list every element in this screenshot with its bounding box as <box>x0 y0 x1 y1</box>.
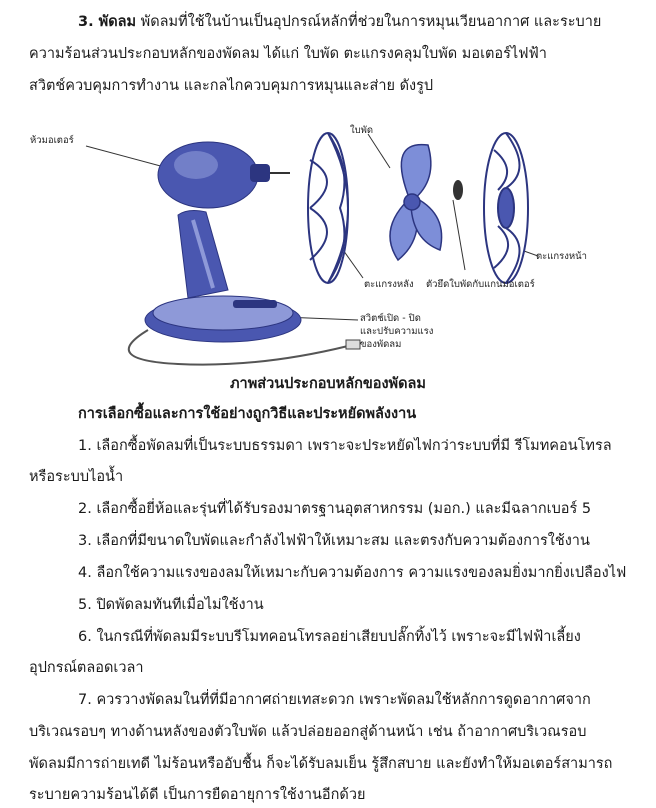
item-7-line-3: พัดลมมีการถ่ายเทดี ไม่ร้อนหรืออับชื้น ก็จะได้รับลมเย็น รู้สึกสบาย และยังทำให้มอเตอร์สามารถ <box>29 756 613 772</box>
figure-caption: ภาพส่วนประกอบหลักของพัดลม <box>230 376 426 392</box>
label-front-guard: ตะแกรงหน้า <box>536 251 587 262</box>
leader-motor-cover <box>86 146 168 168</box>
intro-line-3: สวิตช์ควบคุมการทำงาน และกลไกควบคุมการหมุนและส่าย ดังรูป <box>29 78 434 94</box>
item-6-line-1: 6. ในกรณีที่พัดลมมีระบบรีโมทคอนโทรลอย่าเสียบปลั๊กทิ้งไว้ เพราะจะมีไฟฟ้าเลี้ยง <box>78 629 581 645</box>
leader-blade-holder <box>453 200 465 270</box>
item-7-line-4: ระบายความร้อนได้ดี เป็นการยืดอายุการใช้งานอีกด้วย <box>29 787 366 803</box>
label-switch-line-1: สวิตช์เปิด - ปิด <box>360 313 421 324</box>
label-switch <box>360 312 433 351</box>
motor-shaft <box>250 164 270 182</box>
item-5: 5. ปิดพัดลมทันทีเมื่อไม่ใช้งาน <box>78 597 264 613</box>
fan-blade <box>390 145 442 260</box>
rear-guard <box>308 133 348 283</box>
fan-parts-figure <box>28 120 628 370</box>
blade-holder-part <box>453 180 463 200</box>
item-1-line-2: หรือระบบไอน้ำ <box>29 469 124 485</box>
switch-panel <box>233 300 277 308</box>
label-rear-guard: ตะแกรงหลัง <box>364 279 414 290</box>
intro-line-1 <box>78 12 601 32</box>
label-blade: ใบพัด <box>350 125 374 136</box>
power-plug <box>346 340 360 349</box>
fan-illustration <box>28 120 628 370</box>
intro-line-2: ความร้อนส่วนประกอบหลักของพัดลม ได้แก่ ใบพัด ตะแกรงคลุมใบพัด มอเตอร์ไฟฟ้า <box>29 46 547 62</box>
label-switch-line-3: ของพัดลม <box>360 339 402 350</box>
item-6-line-2: อุปกรณ์ตลอดเวลา <box>29 660 144 676</box>
section-heading-fan: 3. พัดลม <box>78 14 137 30</box>
label-blade-holder: ตัวยึดใบพัดกับแกนมอเตอร์ <box>426 279 535 290</box>
label-motor-cover: ห้วมอเตอร์ <box>30 135 74 146</box>
item-7-line-1: 7. ควรวางพัดลมในที่ที่มีอากาศถ่ายเทสะดวก เพราะพัดลมใช้หลักการดูดอากาศจาก <box>78 692 591 708</box>
leader-blade <box>368 134 390 168</box>
label-switch-line-2: และปรับความแรง <box>360 326 434 337</box>
item-3: 3. เลือกที่มีขนาดใบพัดและกำลังไฟฟ้าให้เหมาะสม และตรงกับความต้องการใช้งาน <box>78 533 590 549</box>
item-7-line-2: บริเวณรอบๆ ทางด้านหลังของตัวใบพัด แล้วปล่อยออกสู่ด้านหน้า เช่น ถ้าอากาศบริเวณรอบ <box>29 724 587 740</box>
intro-text-1: พัดลมที่ใช้ในบ้านเป็นอุปกรณ์หลักที่ช่วยในการหมุนเวียนอากาศ และระบาย <box>136 14 602 30</box>
front-guard <box>484 133 528 283</box>
item-4: 4. ลือกใช้ความแรงของลมให้เหมาะกับความต้องการ ความแรงของลมยิ่งมากยิ่งเปลืองไฟ <box>78 565 627 581</box>
item-2: 2. เลือกซื้อยี่ห้อและรุ่นที่ได้รับรองมาตรฐานอุตสาหกรรม (มอก.) และมีฉลากเบอร์ 5 <box>78 501 592 517</box>
section-title: การเลือกซื้อและการใช้อย่างถูกวิธีและประหยัดพลังงาน <box>78 406 417 422</box>
item-1-line-1: 1. เลือกซื้อพัดลมที่เป็นระบบธรรมดา เพราะจะประหยัดไฟกว่าระบบที่มี รีโมทคอนโทรล <box>78 438 612 454</box>
